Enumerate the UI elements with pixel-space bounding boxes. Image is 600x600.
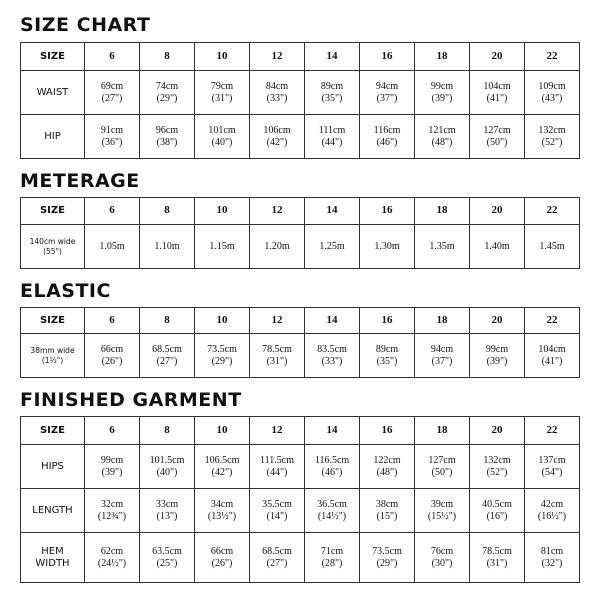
size-table — [20, 416, 580, 583]
size-column-header: 10 — [195, 417, 250, 445]
size-column-header: 8 — [140, 417, 195, 445]
imperial-value: (27") — [101, 92, 123, 104]
row-label-line: HIPS — [41, 460, 64, 472]
table-row — [21, 225, 580, 269]
size-column-header: 14 — [305, 417, 360, 445]
metric-value: 63.5cm — [152, 545, 182, 557]
size-table — [20, 197, 580, 269]
imperial-value: (54") — [541, 466, 563, 478]
metric-value: 94cm — [375, 80, 399, 92]
size-column-header: 14 — [305, 308, 360, 334]
measurement-cell — [415, 334, 470, 378]
row-label-line: 140cm wide — [29, 237, 76, 247]
size-column-header: 8 — [140, 198, 195, 225]
imperial-value: (15½") — [427, 510, 457, 522]
measurement-cell — [525, 115, 580, 159]
row-label-line: WAIST — [36, 86, 69, 98]
table-row — [21, 334, 580, 378]
measurement-cell — [195, 533, 250, 583]
measurement-cell — [250, 334, 305, 378]
measurement-cell — [525, 445, 580, 489]
metric-value: 79cm — [210, 80, 234, 92]
metric-value: 33cm — [155, 498, 179, 510]
measurement-cell — [250, 225, 305, 269]
measurement-cell — [140, 334, 195, 378]
size-column-header: 12 — [250, 43, 305, 71]
imperial-value: (41") — [486, 92, 508, 104]
size-column-header: 10 — [195, 43, 250, 71]
imperial-value: (52") — [486, 466, 508, 478]
row-label-line: HIP — [44, 130, 61, 142]
size-column-header: 16 — [360, 198, 415, 225]
table-row — [21, 71, 580, 115]
metric-value: 132cm — [538, 124, 566, 136]
metric-value: 101cm — [208, 124, 236, 136]
size-column-header: 16 — [360, 43, 415, 71]
metric-value: 109cm — [538, 80, 566, 92]
metric-value: 35.5cm — [262, 498, 292, 510]
imperial-value: (42") — [211, 466, 233, 478]
metric-value: 81cm — [540, 545, 564, 557]
imperial-value: (29") — [376, 557, 398, 569]
measurement-cell — [525, 334, 580, 378]
measurement-cell — [250, 489, 305, 533]
size-column-header: 18 — [415, 308, 470, 334]
measurement-cell — [140, 115, 195, 159]
metric-value: 42cm — [540, 498, 564, 510]
measurement-cell — [415, 445, 470, 489]
metric-value: 1.20m — [264, 240, 290, 252]
measurement-cell — [470, 533, 525, 583]
table-row — [21, 489, 580, 533]
measurement-cell — [415, 533, 470, 583]
metric-value: 127cm — [483, 124, 511, 136]
imperial-value: (14½") — [317, 510, 347, 522]
imperial-value: (27") — [156, 355, 178, 367]
row-label — [21, 225, 85, 269]
imperial-value: (29") — [156, 92, 178, 104]
metric-value: 122cm — [373, 454, 401, 466]
metric-value: 127cm — [428, 454, 456, 466]
row-label-line: HEM — [41, 545, 64, 557]
measurement-cell — [360, 334, 415, 378]
measurement-cell — [470, 225, 525, 269]
section-title: SIZE CHART — [20, 14, 151, 36]
imperial-value: (30") — [431, 557, 453, 569]
measurement-cell — [195, 445, 250, 489]
table-row — [21, 445, 580, 489]
metric-value: 34cm — [210, 498, 234, 510]
size-column-header: 16 — [360, 308, 415, 334]
metric-value: 1.15m — [209, 240, 235, 252]
size-column-header: 22 — [525, 198, 580, 225]
imperial-value: (31") — [211, 92, 233, 104]
metric-value: 89cm — [375, 343, 399, 355]
imperial-value: (33") — [266, 92, 288, 104]
header-row — [21, 308, 580, 334]
metric-value: 32cm — [100, 498, 124, 510]
imperial-value: (37") — [431, 355, 453, 367]
measurement-cell — [415, 489, 470, 533]
metric-value: 111.5cm — [260, 454, 294, 466]
measurement-cell — [525, 225, 580, 269]
row-label-line: 38mm wide — [30, 346, 75, 356]
measurement-cell — [525, 489, 580, 533]
size-column-header: 20 — [470, 417, 525, 445]
measurement-cell — [140, 489, 195, 533]
metric-value: 111cm — [318, 124, 346, 136]
imperial-value: (27") — [266, 557, 288, 569]
size-column-header: 12 — [250, 417, 305, 445]
metric-value: 78.5cm — [482, 545, 512, 557]
measurement-cell — [470, 71, 525, 115]
measurement-cell — [250, 445, 305, 489]
size-column-header: 20 — [470, 198, 525, 225]
measurement-cell — [305, 533, 360, 583]
measurement-cell — [525, 71, 580, 115]
row-label — [21, 115, 85, 159]
measurement-cell — [415, 115, 470, 159]
metric-value: 73.5cm — [372, 545, 402, 557]
size-column-header: 22 — [525, 308, 580, 334]
imperial-value: (35") — [321, 92, 343, 104]
measurement-cell — [85, 445, 140, 489]
measurement-cell — [250, 71, 305, 115]
imperial-value: (16½") — [537, 510, 567, 522]
metric-value: 132cm — [483, 454, 511, 466]
imperial-value: (36") — [101, 136, 123, 148]
size-column-header: 14 — [305, 198, 360, 225]
size-column-header: 18 — [415, 43, 470, 71]
metric-value: 62cm — [100, 545, 124, 557]
metric-value: 83.5cm — [317, 343, 347, 355]
measurement-cell — [305, 71, 360, 115]
size-table — [20, 42, 580, 159]
imperial-value: (31") — [266, 355, 288, 367]
imperial-value: (44") — [321, 136, 343, 148]
imperial-value: (15") — [376, 510, 398, 522]
metric-value: 1.25m — [319, 240, 345, 252]
measurement-cell — [85, 533, 140, 583]
metric-value: 1.35m — [429, 240, 455, 252]
section-title: FINISHED GARMENT — [20, 389, 242, 411]
imperial-value: (48") — [431, 136, 453, 148]
row-label — [21, 533, 85, 583]
header-row — [21, 198, 580, 225]
measurement-cell — [415, 71, 470, 115]
metric-value: 71cm — [320, 545, 344, 557]
imperial-value: (52") — [541, 136, 563, 148]
imperial-value: (14") — [266, 510, 288, 522]
size-column-header: 22 — [525, 417, 580, 445]
measurement-cell — [470, 115, 525, 159]
imperial-value: (26") — [211, 557, 233, 569]
measurement-cell — [305, 115, 360, 159]
metric-value: 1.10m — [154, 240, 180, 252]
imperial-value: (44") — [266, 466, 288, 478]
header-row — [21, 43, 580, 71]
metric-value: 76cm — [430, 545, 454, 557]
measurement-cell — [360, 71, 415, 115]
measurement-cell — [360, 225, 415, 269]
size-column-header: 20 — [470, 308, 525, 334]
size-column-header: 12 — [250, 198, 305, 225]
row-label-line: (55") — [43, 246, 62, 256]
size-column-header: 6 — [85, 308, 140, 334]
size-column-header: 8 — [140, 43, 195, 71]
size-column-header: 18 — [415, 417, 470, 445]
measurement-cell — [415, 225, 470, 269]
size-column-header: 10 — [195, 198, 250, 225]
imperial-value: (32") — [541, 557, 563, 569]
imperial-value: (39") — [101, 466, 123, 478]
measurement-cell — [85, 489, 140, 533]
metric-value: 104cm — [483, 80, 511, 92]
table-row — [21, 533, 580, 583]
imperial-value: (42") — [266, 136, 288, 148]
measurement-cell — [470, 489, 525, 533]
measurement-cell — [525, 533, 580, 583]
measurement-cell — [305, 489, 360, 533]
imperial-value: (46") — [321, 466, 343, 478]
size-table — [20, 307, 580, 378]
metric-value: 40.5cm — [482, 498, 512, 510]
size-column-header: 6 — [85, 198, 140, 225]
metric-value: 94cm — [430, 343, 454, 355]
measurement-cell — [85, 225, 140, 269]
size-column-header: 8 — [140, 308, 195, 334]
measurement-cell — [140, 71, 195, 115]
measurement-cell — [250, 115, 305, 159]
metric-value: 104cm — [538, 343, 566, 355]
imperial-value: (40") — [156, 466, 178, 478]
imperial-value: (29") — [211, 355, 233, 367]
size-column-header: 22 — [525, 43, 580, 71]
metric-value: 66cm — [210, 545, 234, 557]
metric-value: 78.5cm — [262, 343, 292, 355]
section-title: ELASTIC — [20, 280, 111, 302]
imperial-value: (41") — [541, 355, 563, 367]
size-header-label: SIZE — [21, 308, 85, 334]
metric-value: 99cm — [430, 80, 454, 92]
metric-value: 36.5cm — [317, 498, 347, 510]
metric-value: 1.05m — [99, 240, 125, 252]
metric-value: 1.30m — [374, 240, 400, 252]
metric-value: 38cm — [375, 498, 399, 510]
row-label — [21, 445, 85, 489]
measurement-cell — [250, 533, 305, 583]
imperial-value: (40") — [211, 136, 233, 148]
metric-value: 1.40m — [484, 240, 510, 252]
metric-value: 106cm — [263, 124, 291, 136]
imperial-value: (31") — [486, 557, 508, 569]
size-column-header: 16 — [360, 417, 415, 445]
measurement-cell — [305, 225, 360, 269]
metric-value: 99cm — [100, 454, 124, 466]
metric-value: 137cm — [538, 454, 566, 466]
imperial-value: (50") — [486, 136, 508, 148]
metric-value: 68.5cm — [262, 545, 292, 557]
imperial-value: (13½") — [207, 510, 237, 522]
measurement-cell — [360, 445, 415, 489]
measurement-cell — [140, 533, 195, 583]
imperial-value: (12¾") — [97, 510, 127, 522]
imperial-value: (16") — [486, 510, 508, 522]
measurement-cell — [470, 445, 525, 489]
size-column-header: 20 — [470, 43, 525, 71]
section-title: METERAGE — [20, 170, 140, 192]
measurement-cell — [140, 445, 195, 489]
metric-value: 68.5cm — [152, 343, 182, 355]
metric-value: 116cm — [373, 124, 401, 136]
size-column-header: 18 — [415, 198, 470, 225]
metric-value: 66cm — [100, 343, 124, 355]
measurement-cell — [305, 445, 360, 489]
imperial-value: (25") — [156, 557, 178, 569]
metric-value: 96cm — [155, 124, 179, 136]
metric-value: 84cm — [265, 80, 289, 92]
measurement-cell — [85, 334, 140, 378]
row-label-line: WIDTH — [35, 557, 70, 569]
imperial-value: (37") — [376, 92, 398, 104]
row-label — [21, 334, 85, 378]
measurement-cell — [470, 334, 525, 378]
measurement-cell — [195, 71, 250, 115]
metric-value: 121cm — [428, 124, 456, 136]
imperial-value: (28") — [321, 557, 343, 569]
size-column-header: 14 — [305, 43, 360, 71]
measurement-cell — [195, 115, 250, 159]
imperial-value: (13") — [156, 510, 178, 522]
metric-value: 1.45m — [539, 240, 565, 252]
metric-value: 99cm — [485, 343, 509, 355]
metric-value: 89cm — [320, 80, 344, 92]
metric-value: 39cm — [430, 498, 454, 510]
size-column-header: 10 — [195, 308, 250, 334]
imperial-value: (39") — [486, 355, 508, 367]
measurement-cell — [85, 115, 140, 159]
measurement-cell — [305, 334, 360, 378]
metric-value: 91cm — [100, 124, 124, 136]
metric-value: 116.5cm — [314, 454, 350, 466]
imperial-value: (46") — [376, 136, 398, 148]
measurement-cell — [140, 225, 195, 269]
measurement-cell — [360, 533, 415, 583]
imperial-value: (26") — [101, 355, 123, 367]
metric-value: 74cm — [155, 80, 179, 92]
imperial-value: (48") — [376, 466, 398, 478]
imperial-value: (33") — [321, 355, 343, 367]
size-column-header: 12 — [250, 308, 305, 334]
metric-value: 69cm — [100, 80, 124, 92]
size-column-header: 6 — [85, 43, 140, 71]
row-label-line: LENGTH — [32, 504, 73, 516]
measurement-cell — [360, 489, 415, 533]
table-row — [21, 115, 580, 159]
size-header-label: SIZE — [21, 43, 85, 71]
metric-value: 73.5cm — [207, 343, 237, 355]
size-column-header: 6 — [85, 417, 140, 445]
measurement-cell — [360, 115, 415, 159]
imperial-value: (38") — [156, 136, 178, 148]
row-label — [21, 71, 85, 115]
row-label-line: (1½") — [41, 355, 64, 365]
size-header-label: SIZE — [21, 417, 85, 445]
imperial-value: (50") — [431, 466, 453, 478]
imperial-value: (39") — [431, 92, 453, 104]
imperial-value: (35") — [376, 355, 398, 367]
row-label — [21, 489, 85, 533]
measurement-cell — [195, 225, 250, 269]
measurement-cell — [195, 489, 250, 533]
measurement-cell — [195, 334, 250, 378]
measurement-cell — [85, 71, 140, 115]
metric-value: 106.5cm — [204, 454, 240, 466]
size-header-label: SIZE — [21, 198, 85, 225]
imperial-value: (43") — [541, 92, 563, 104]
metric-value: 101.5cm — [149, 454, 185, 466]
imperial-value: (24½") — [97, 557, 127, 569]
header-row — [21, 417, 580, 445]
